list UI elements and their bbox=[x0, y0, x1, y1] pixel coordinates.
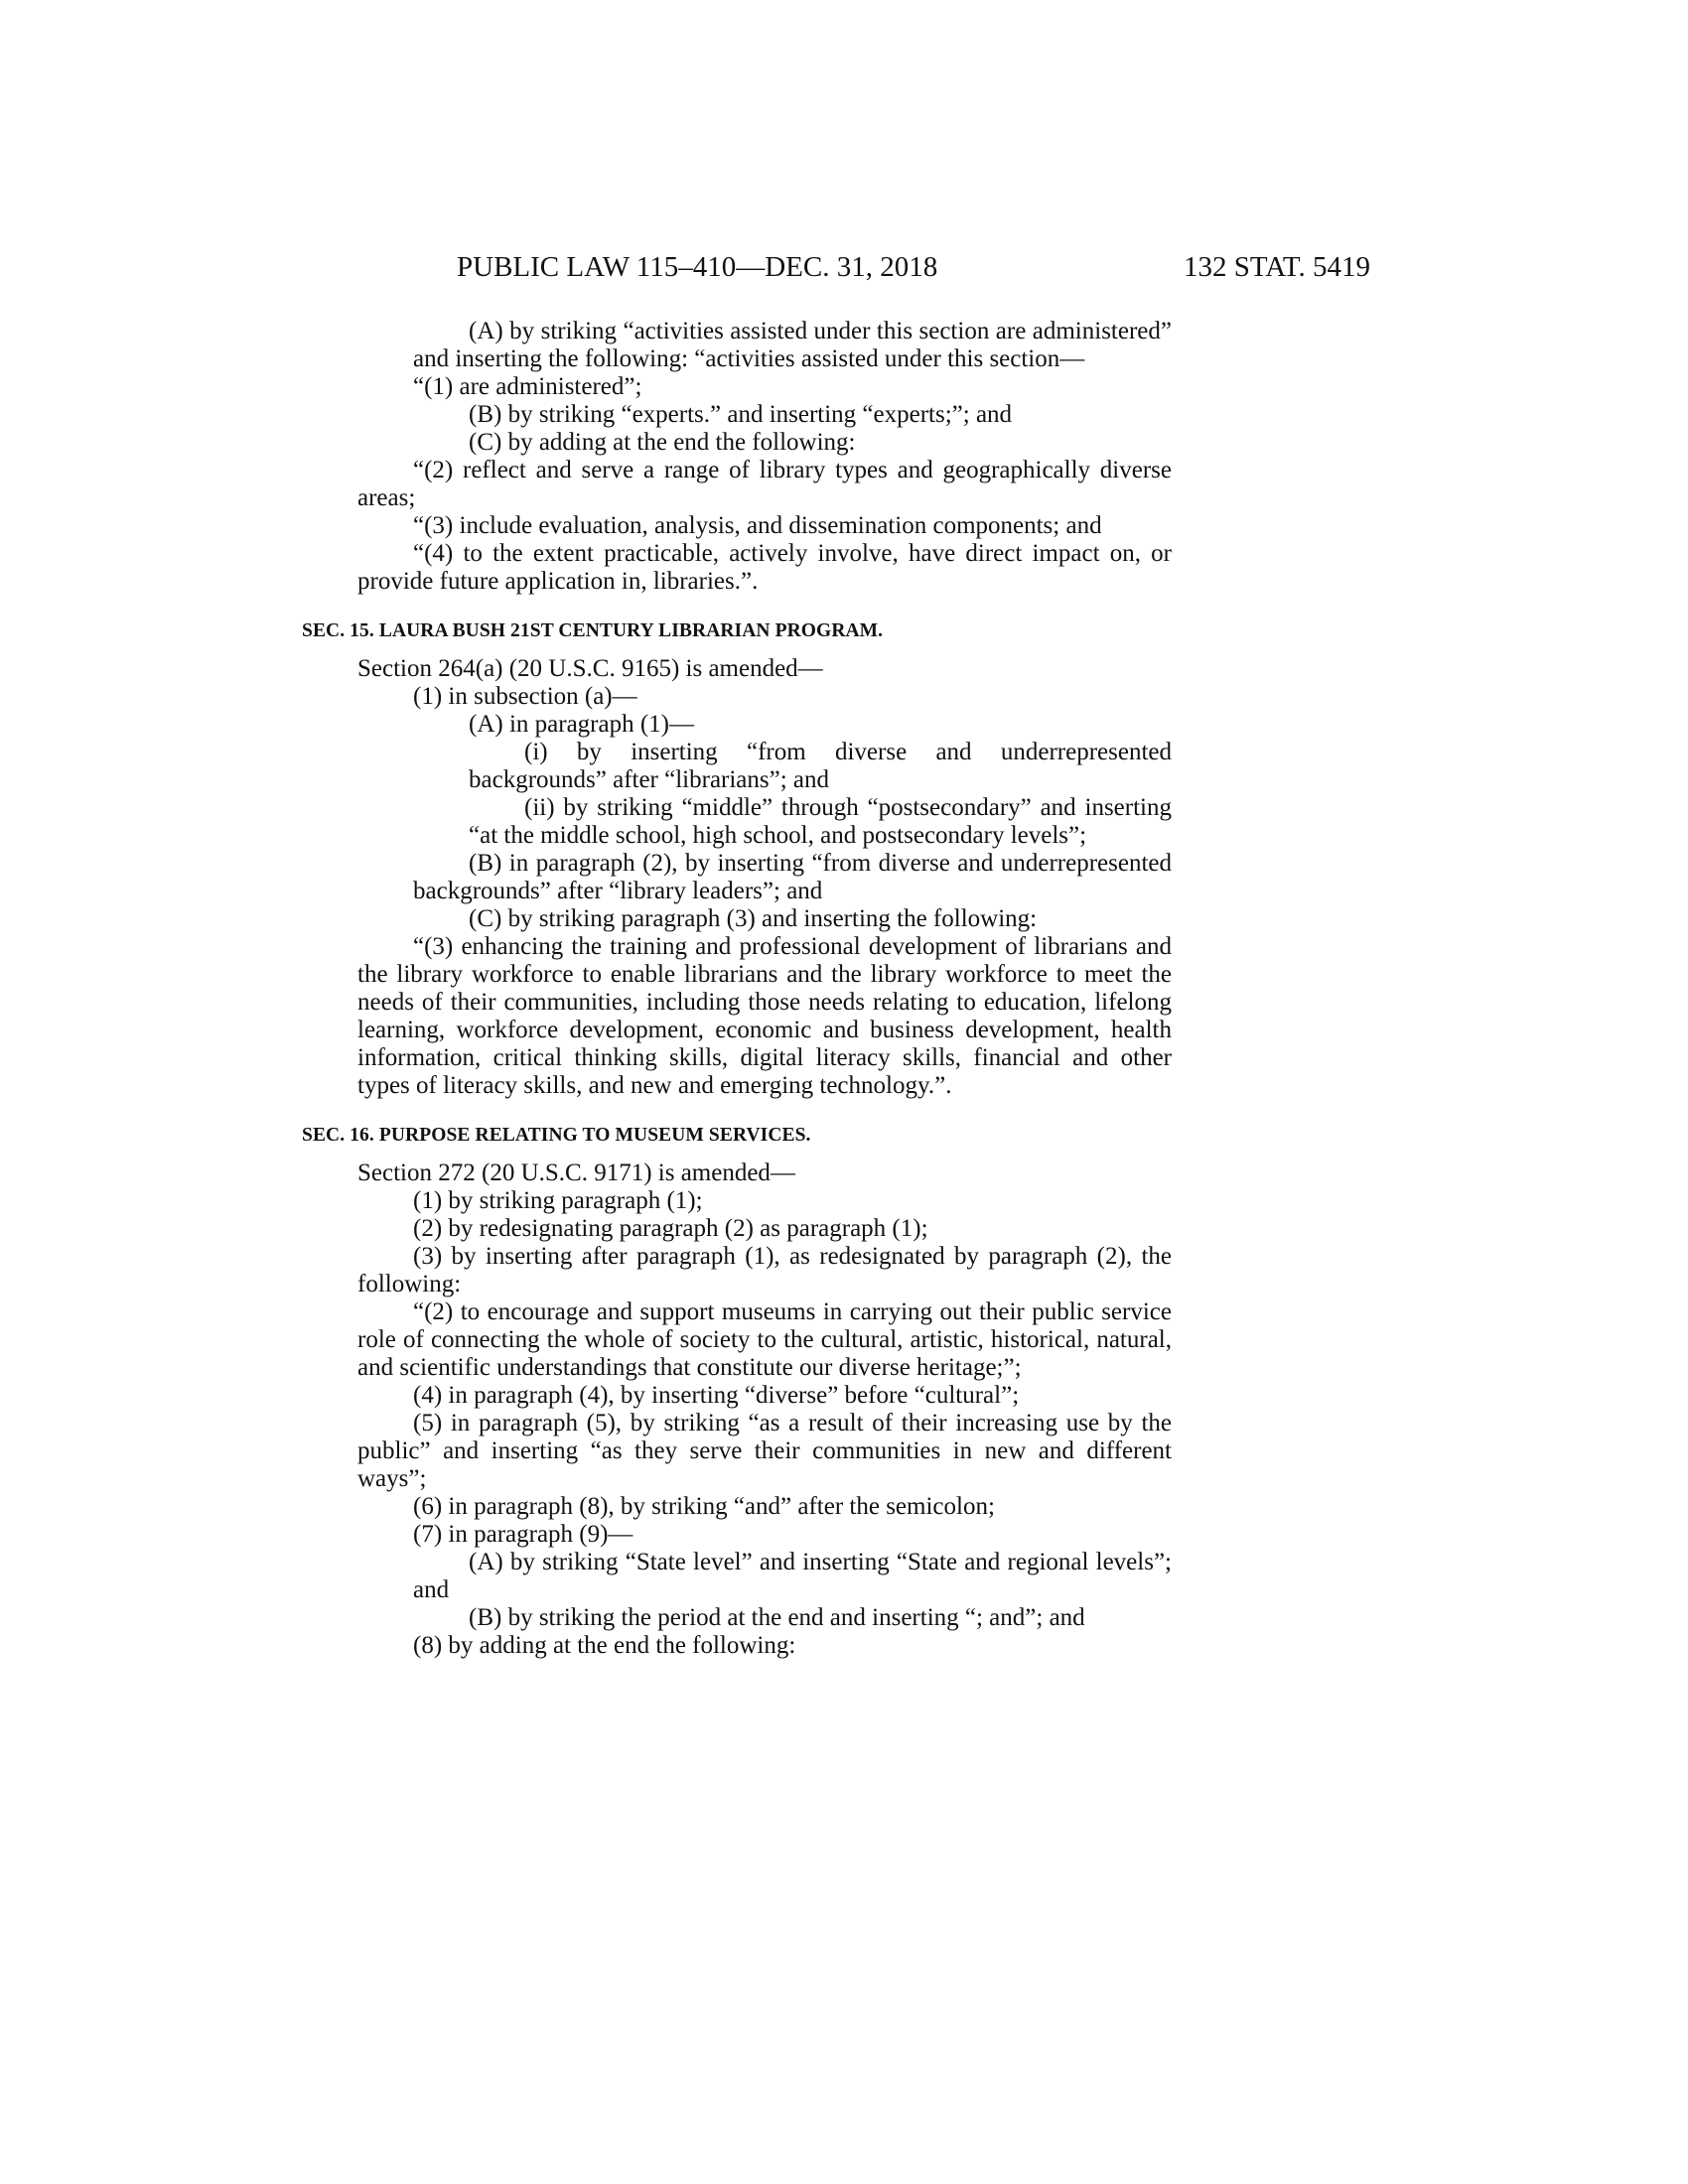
paragraph: (ii) by striking “middle” through “postsecondary” and inserting “at the middle school, high school, and postsecondary levels”; bbox=[469, 794, 1172, 849]
paragraph: (1) in subsection (a)— bbox=[413, 683, 637, 710]
header-stat-page: 132 STAT. 5419 bbox=[1183, 251, 1370, 283]
paragraph: “(3) include evaluation, analysis, and dissemination components; and bbox=[413, 512, 1102, 539]
paragraph: (6) in paragraph (8), by striking “and” after the semicolon; bbox=[413, 1493, 995, 1520]
paragraph: “(2) to encourage and support museums in carrying out their public service role of connecting the whole of society to the cultural, artistic, historical, natural, and scientific understandings that constitute our diverse heritage;”; bbox=[357, 1298, 1172, 1381]
section-heading: SEC. 15. LAURA BUSH 21ST CENTURY LIBRARIAN PROGRAM. bbox=[302, 620, 884, 641]
header-law-citation: PUBLIC LAW 115–410—DEC. 31, 2018 bbox=[457, 251, 938, 283]
paragraph: (2) by redesignating paragraph (2) as paragraph (1); bbox=[413, 1215, 928, 1242]
paragraph: “(4) to the extent practicable, actively involve, have direct impact on, or provide future application in, libraries.”. bbox=[357, 540, 1172, 595]
running-header bbox=[457, 251, 1370, 291]
paragraph: (7) in paragraph (9)— bbox=[413, 1521, 633, 1548]
paragraph: “(1) are administered”; bbox=[413, 373, 642, 400]
paragraph: “(2) reflect and serve a range of library types and geographically diverse areas; bbox=[357, 457, 1172, 511]
paragraph: (8) by adding at the end the following: bbox=[413, 1632, 796, 1659]
paragraph: (1) by striking paragraph (1); bbox=[413, 1187, 703, 1214]
paragraph: (4) in paragraph (4), by inserting “diverse” before “cultural”; bbox=[413, 1382, 1020, 1409]
paragraph: (C) by striking paragraph (3) and inserting the following: bbox=[469, 905, 1038, 932]
paragraph: (A) by striking “activities assisted under this section are administered” and inserting the following: “activities assisted under this section— bbox=[413, 318, 1172, 372]
paragraph: “(3) enhancing the training and professional development of librarians and the library workforce to enable librarians and the library workforce to meet the needs of their communities, including those needs relating to education, lifelong learning, workforce development, economic and business development, health information, critical thinking skills, digital literacy skills, financial and other types of literacy skills, and new and emerging technology.”. bbox=[357, 933, 1172, 1099]
document-body bbox=[302, 318, 1172, 1660]
paragraph: Section 272 (20 U.S.C. 9171) is amended— bbox=[357, 1160, 795, 1186]
paragraph: (B) by striking “experts.” and inserting “experts;”; and bbox=[469, 401, 1013, 428]
paragraph: (B) in paragraph (2), by inserting “from diverse and underrepresented backgrounds” after “library leaders”; and bbox=[413, 850, 1172, 904]
paragraph: (i) by inserting “from diverse and underrepresented backgrounds” after “librarians”; and bbox=[469, 739, 1172, 793]
paragraph: (3) by inserting after paragraph (1), as redesignated by paragraph (2), the following: bbox=[357, 1243, 1172, 1297]
section-heading: SEC. 16. PURPOSE RELATING TO MUSEUM SERVICES. bbox=[302, 1125, 811, 1146]
paragraph: Section 264(a) (20 U.S.C. 9165) is amended— bbox=[357, 655, 823, 682]
paragraph: (A) in paragraph (1)— bbox=[469, 711, 694, 738]
paragraph: (C) by adding at the end the following: bbox=[469, 429, 856, 456]
paragraph: (A) by striking “State level” and inserting “State and regional levels”; and bbox=[413, 1549, 1172, 1603]
paragraph: (B) by striking the period at the end and inserting “; and”; and bbox=[469, 1604, 1085, 1631]
paragraph: (5) in paragraph (5), by striking “as a result of their increasing use by the public” and inserting “as they serve their communities in new and different ways”; bbox=[357, 1410, 1172, 1492]
